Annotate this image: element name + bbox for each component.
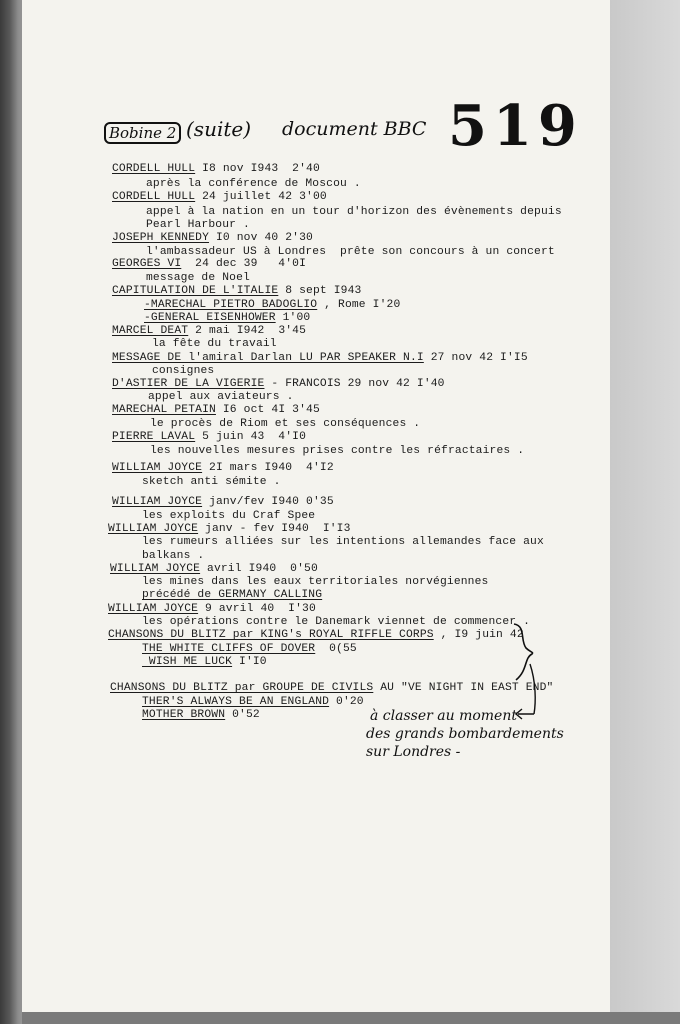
entry-line: PIERRE LAVAL 5 juin 43 4'I0 [112,431,307,443]
entry-line: après la conférence de Moscou . [146,178,361,190]
entry-line: appel aux aviateurs . [148,391,294,403]
entry-line: les opérations contre le Danemark viennet de commencer . [142,616,531,628]
entry-line: WILLIAM JOYCE janv - fev I940 I'I3 [108,523,351,535]
entry-line: balkans . [142,550,205,562]
entry-line: THE WHITE CLIFFS OF DOVER 0(55 [142,643,357,655]
entry-line: précédé de GERMANY CALLING [142,589,323,601]
entry-line: sketch anti sémite . [142,476,281,488]
entry-line: Pearl Harbour . [146,219,250,231]
entry-line: CORDELL HULL 24 juillet 42 3'00 [112,191,327,203]
entry-line: WISH ME LUCK I'I0 [142,656,267,668]
entry-line: WILLIAM JOYCE 2I mars I940 4'I2 [112,462,334,474]
entry-line: D'ASTIER DE LA VIGERIE - FRANCOIS 29 nov 42 I'40 [112,378,445,390]
entry-line: MESSAGE DE l'amiral Darlan LU PAR SPEAKER N.I 27 nov 42 I'I5 [112,352,528,364]
entry-line: THER'S ALWAYS BE AN ENGLAND 0'20 [142,696,364,708]
entry-line: la fête du travail [152,338,277,350]
entry-line: WILLIAM JOYCE 9 avril 40 I'30 [108,603,316,615]
entry-line: CHANSONS DU BLITZ par KING's ROYAL RIFFLE CORPS , I9 juin 42 [108,629,524,641]
handwritten-note-line2: des grands bombardements [366,726,564,742]
background-strip [610,0,680,1024]
entry-line: les exploits du Craf Spee [142,510,316,522]
entry-line: l'ambassadeur US à Londres prête son concours à un concert [146,246,555,258]
entry-line: MARCEL DEAT 2 mai I942 3'45 [112,325,307,337]
header-suite: (suite) [186,117,252,141]
entry-line: message de Noel [146,272,250,284]
document-number: 519 [448,93,583,159]
entry-line: consignes [152,365,215,377]
handwritten-note-line3: sur Londres - [366,744,461,760]
entry-line: les mines dans les eaux territoriales norvégiennes [142,576,489,588]
entry-line: CORDELL HULL I8 nov I943 2'40 [112,163,320,175]
header-box-label: Bobine 2 [104,122,181,144]
entry-line: MARECHAL PETAIN I6 oct 4I 3'45 [112,404,320,416]
background-bottom [22,1012,680,1024]
entry-line: le procès de Riom et ses conséquences . [150,418,421,430]
entry-line: les rumeurs alliées sur les intentions allemandes face aux [142,536,544,548]
entry-line: les nouvelles mesures prises contre les réfractaires . [150,445,525,457]
handwritten-note-line1: à classer au moment [370,708,517,724]
entry-line: WILLIAM JOYCE janv/fev I940 0'35 [112,496,334,508]
entry-line: JOSEPH KENNEDY I0 nov 40 2'30 [112,232,313,244]
entry-line: CHANSONS DU BLITZ par GROUPE DE CIVILS AU "VE NIGHT IN EAST END" [110,682,554,694]
entry-line: appel à la nation en un tour d'horizon des évènements depuis [146,206,562,218]
entry-line: WILLIAM JOYCE avril I940 0'50 [110,563,318,575]
entry-line: CAPITULATION DE L'ITALIE 8 sept I943 [112,285,362,297]
header-document-bbc: document BBC [282,118,427,140]
entry-line: MOTHER BROWN 0'52 [142,709,260,721]
entry-line: -MARECHAL PIETRO BADOGLIO , Rome I'20 [144,299,401,311]
entry-line: -GENERAL EISENHOWER 1'00 [144,312,311,324]
entry-line: GEORGES VI 24 dec 39 4'0I [112,258,307,270]
